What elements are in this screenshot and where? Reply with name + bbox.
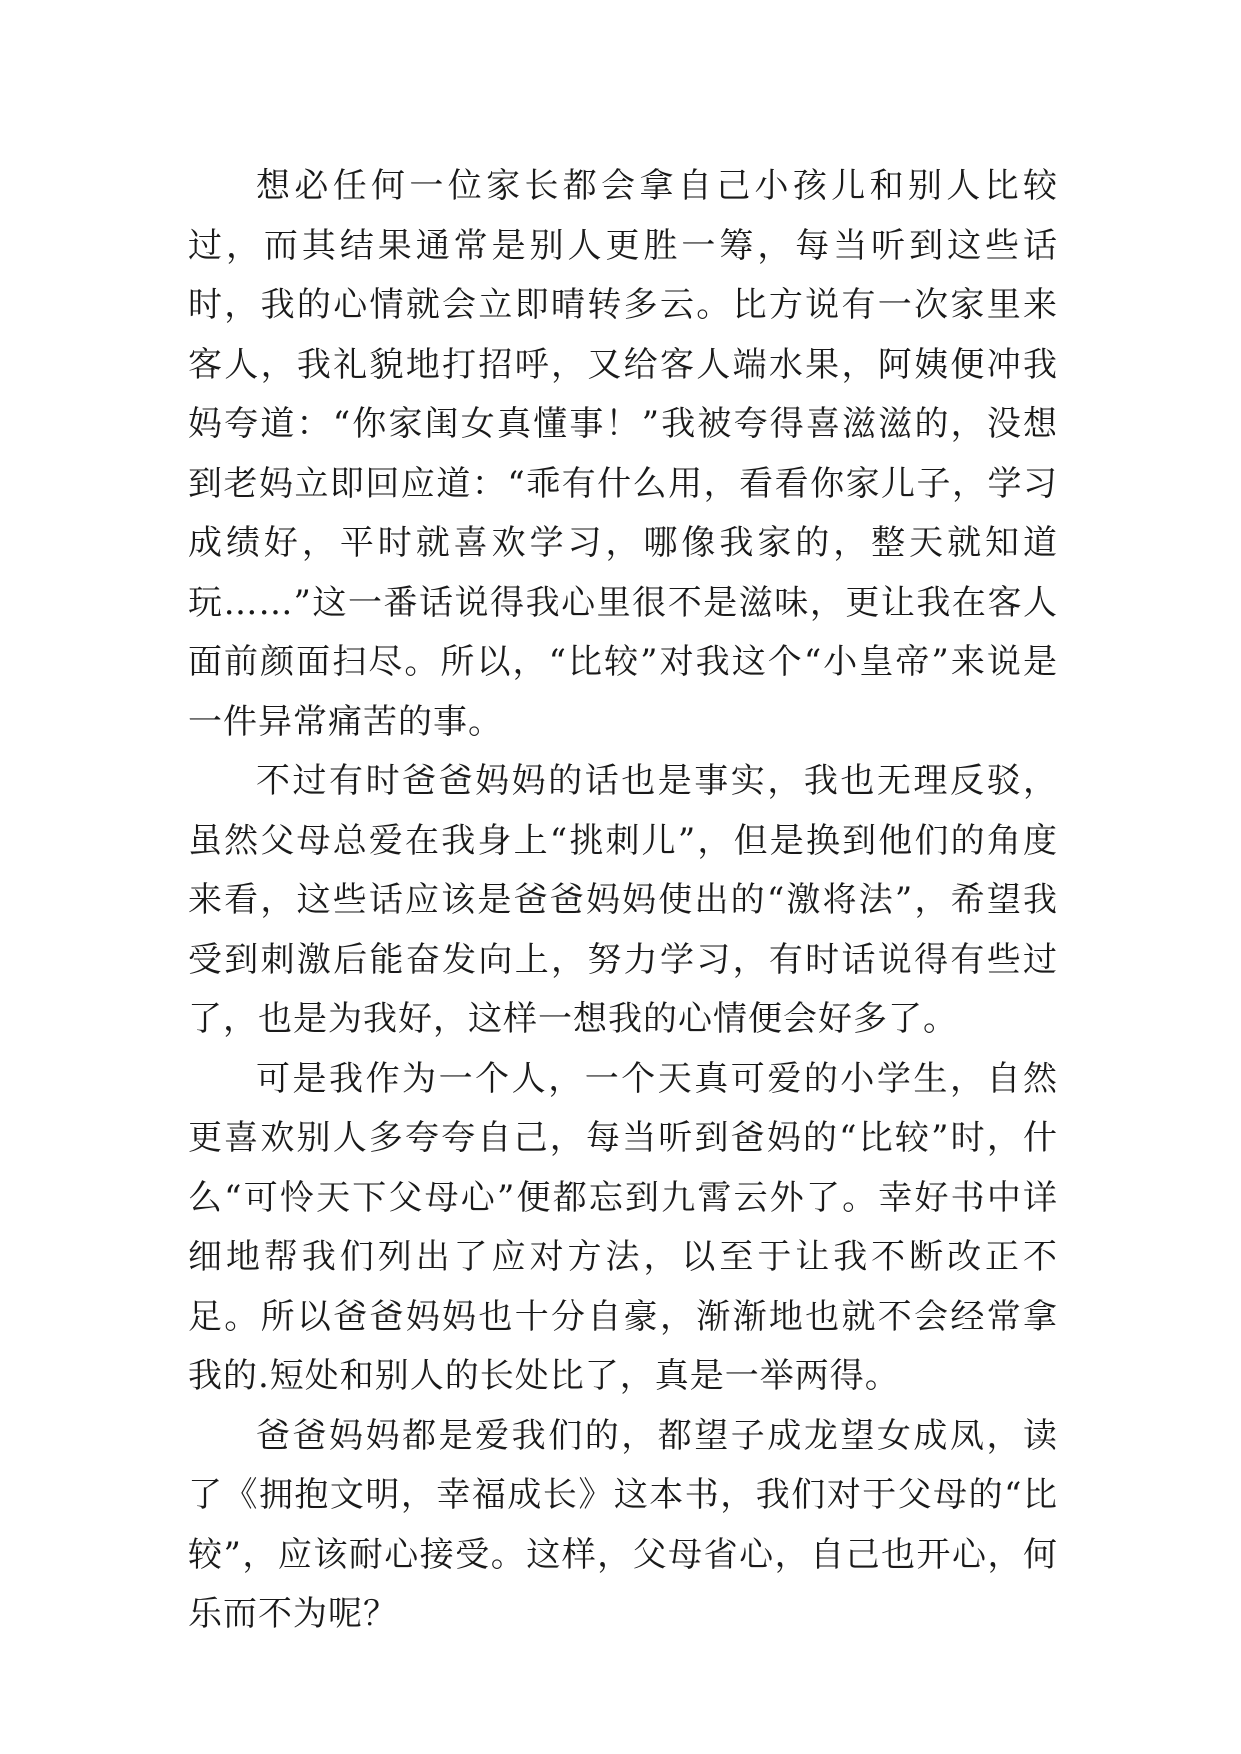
paragraph-2: 不过有时爸爸妈妈的话也是事实，我也无理反驳，虽然父母总爱在我身上“挑刺儿”，但是换到他们的角度来看，这些话应该是爸爸妈妈使出的“激将法”，希望我受到刺激后能奋发向上，努力学习，有时话说得有些过了，也是为我好，这样一想我的心情便会好多了。 [188,761,1058,1039]
paragraph-1: 想必任何一位家长都会拿自己小孩儿和别人比较过，而其结果通常是别人更胜一筹，每当听到这些话时，我的心情就会立即晴转多云。比方说有一次家里来客人，我礼貌地打招呼，又给客人端水果，阿姨便冲我妈夸道：“你家闺女真懂事！”我被夸得喜滋滋的，没想到老妈立即回应道：“乖有什么用，看看你家儿子，学习成绩好，平时就喜欢学习，哪像我家的，整天就知道玩……”这一番话说得我心里很不是滋味，更让我在客人面前颜面扫尽。所以，“比较”对我这个“小皇帝”来说是一件异常痛苦的事。 [188,166,1058,742]
document-body [188,157,1058,1645]
paragraph-4: 爸爸妈妈都是爱我们的，都望子成龙望女成凤，读了《拥抱文明，幸福成长》这本书，我们对于父母的“比较”，应该耐心接受。这样，父母省心，自己也开心，何乐而不为呢？ [188,1415,1058,1634]
paragraph-3: 可是我作为一个人，一个天真可爱的小学生，自然更喜欢别人多夸夸自己，每当听到爸妈的“比较”时，什么“可怜天下父母心”便都忘到九霄云外了。幸好书中详细地帮我们列出了应对方法，以至于让我不断改正不足。所以爸爸妈妈也十分自豪，渐渐地也就不会经常拿我的.短处和别人的长处比了，真是一举两得。 [188,1058,1058,1396]
